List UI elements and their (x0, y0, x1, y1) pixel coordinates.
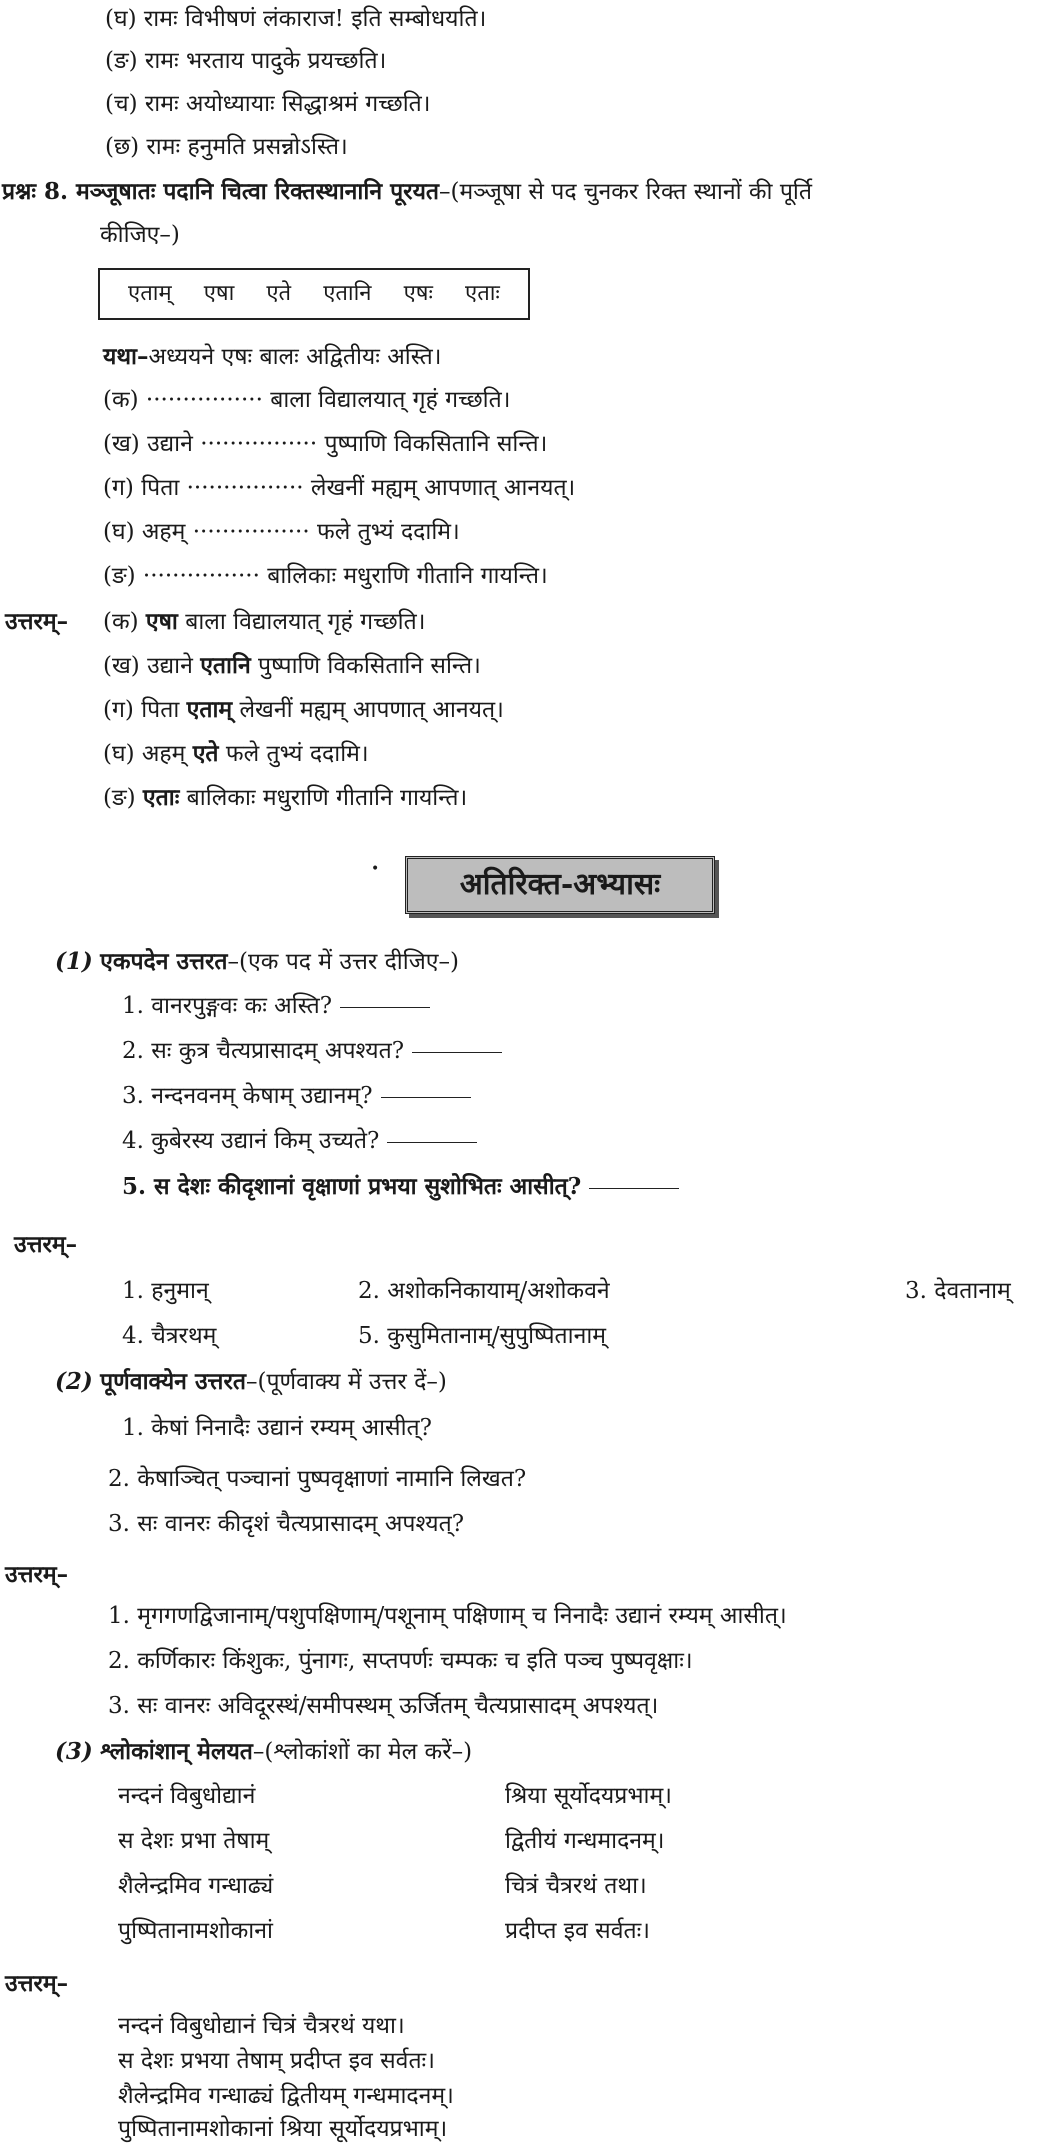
answer-rest: बाला विद्यालयात् गृहं गच्छति। (177, 609, 426, 635)
sec3-heading (55, 1740, 472, 1764)
answer-prefix: (घ) अहम् (103, 741, 193, 767)
answer-prefix: (क) (103, 609, 146, 635)
option-nga: (ङ) रामः भरताय पादुके प्रयच्छति। (105, 48, 387, 74)
answer-word: एषा (145, 608, 178, 635)
sec3-hint: –(श्लोकांशों का मेल करें–) (252, 1739, 473, 1765)
answer-blank (412, 1052, 502, 1053)
q8-item-nga: (ङ) ················ बालिकाः मधुराणि गीतानि गायन्ति। (103, 563, 548, 589)
sec3-left-part: स देशः प्रभा तेषाम् (118, 1828, 270, 1854)
question-text: 5. स देशः कीदृशानां वृक्षाणां प्रभया सुशोभितः आसीत्? (122, 1173, 582, 1200)
q8-answer-kha (103, 654, 481, 678)
sec1-question (122, 1085, 471, 1108)
answer-rest: लेखनीं मह्यम् आपणात् आनयत्। (232, 697, 504, 723)
q8-heading (2, 180, 812, 204)
sec1-title: एकपदेन उत्तरत (100, 948, 228, 975)
sec3-left-part: शैलेन्द्रमिव गन्धाढ्यं (118, 1873, 274, 1899)
answer-prefix: (ङ) (103, 785, 143, 811)
sec1-answer: 3. देवतानाम् (905, 1278, 1011, 1304)
section-banner: अतिरिक्त-अभ्यासः (405, 856, 715, 914)
word-eshah: एषः (403, 281, 433, 306)
answer-blank (381, 1097, 471, 1098)
sec1-question (122, 1175, 679, 1198)
q8-item-ka: (क) ················ बाला विद्यालयात् गृहं गच्छति। (103, 387, 511, 413)
answer-rest: पुष्पाणि विकसितानि सन्ति। (250, 653, 481, 679)
answer-word: एताम् (186, 696, 233, 723)
sec3-left-part: पुष्पितानामशोकानां (118, 1918, 273, 1944)
answer-rest: बालिकाः मधुराणि गीतानि गायन्ति। (179, 785, 468, 811)
bullet-mark: • (371, 861, 380, 877)
question-text: 4. कुबेरस्य उद्यानं किम् उच्यते? (122, 1128, 380, 1154)
sec1-question (122, 1130, 477, 1153)
sec3-answer: नन्दनं विबुधोद्यानं चित्रं चैत्ररथं यथा। (118, 2013, 405, 2039)
sec2-hint: –(पूर्णवाक्य में उत्तर दें–) (245, 1369, 447, 1395)
q8-item-ga: (ग) पिता ················ लेखनीं मह्यम् आपणात् आनयत्। (103, 475, 576, 501)
q8-answer-label: उत्तरम्– (5, 608, 69, 635)
example-label: यथा– (103, 343, 149, 370)
option-gha: (घ) रामः विभीषणं लंकाराज! इति सम्बोधयति। (105, 6, 487, 32)
answer-prefix: (ख) उद्याने (103, 653, 201, 679)
option-chha: (छ) रामः हनुमति प्रसन्नोऽस्ति। (105, 134, 348, 160)
sec1-question (122, 1040, 502, 1063)
sec1-question (122, 995, 430, 1018)
sec2-answer: 3. सः वानरः अविदूरस्थं/समीपस्थम् ऊर्जितम् चैत्यप्रासादम् अपश्यत्। (108, 1693, 659, 1719)
sec1-answer: 2. अशोकनिकायाम्/अशोकवने (358, 1278, 610, 1304)
answer-rest: फले तुभ्यं ददामि। (218, 741, 369, 767)
q8-answer-ka (103, 610, 425, 634)
sec3-left-part: नन्दनं विबुधोद्यानं (118, 1783, 256, 1809)
q8-answer-ga (103, 698, 504, 722)
sec2-question: 1. केषां निनादैः उद्यानं रम्यम् आसीत्? (122, 1415, 432, 1441)
sec2-question: 3. सः वानरः कीदृशं चैत्यप्रासादम् अपश्यत्? (108, 1511, 465, 1537)
word-etam: एताम् (128, 281, 172, 306)
sec3-answer: शैलेन्द्रमिव गन्धाढ्यं द्वितीयम् गन्धमादनम्। (118, 2083, 454, 2109)
answer-word: एताः (142, 784, 180, 811)
answer-prefix: (ग) पिता (103, 697, 187, 723)
sec2-title: पूर्णवाक्येन उत्तरत (100, 1368, 246, 1395)
sec2-question: 2. केषाञ्चित् पञ्चानां पुष्पवृक्षाणां नामानि लिखत? (108, 1466, 527, 1492)
sec3-right-part: चित्रं चैत्ररथं तथा। (505, 1873, 647, 1899)
q8-hint: –(मञ्जूषा से पद चुनकर रिक्त स्थानों की पूर्ति (439, 179, 812, 205)
sec2-answer: 1. मृगगणद्विजानाम्/पशुपक्षिणाम्/पशूनाम् पक्षिणाम् च निनादैः उद्यानं रम्यम् आसीत्। (108, 1603, 787, 1629)
sec1-heading (55, 950, 459, 974)
word-box (98, 268, 530, 320)
sec3-answer: स देशः प्रभया तेषाम् प्रदीप्त इव सर्वतः। (118, 2048, 435, 2074)
word-etah: एताः (465, 281, 500, 306)
q8-item-kha: (ख) उद्याने ················ पुष्पाणि विकसितानि सन्ति। (103, 431, 548, 457)
option-cha: (च) रामः अयोध्यायाः सिद्धाश्रमं गच्छति। (105, 91, 431, 117)
sec1-hint: –(एक पद में उत्तर दीजिए–) (227, 949, 459, 975)
answer-word: एतानि (200, 652, 251, 679)
q8-answer-gha (103, 742, 369, 766)
sec1-num: (1) (55, 948, 93, 975)
question-text: 2. सः कुत्र चैत्यप्रासादम् अपश्यत? (122, 1038, 405, 1064)
example-text: अध्ययने एषः बालः अद्वितीयः अस्ति। (148, 344, 442, 370)
word-etani: एतानि (323, 281, 372, 306)
sec1-answer-label: उत्तरम्– (14, 1231, 78, 1258)
question-text: 1. वानरपुङ्गवः कः अस्ति? (122, 993, 333, 1019)
sec2-num: (2) (55, 1368, 93, 1395)
sec3-right-part: द्वितीयं गन्धमादनम्। (505, 1828, 665, 1854)
sec1-answer: 1. हनुमान् (122, 1278, 209, 1304)
sec3-title: श्लोकांशान् मेलयत (100, 1738, 253, 1765)
sec3-right-part: श्रिया सूर्योदयप्रभाम्। (505, 1783, 672, 1809)
q8-answer-nga (103, 786, 467, 810)
answer-blank (387, 1142, 477, 1143)
sec3-answer-label: उत्तरम्– (5, 1970, 69, 1997)
word-esha: एषा (203, 281, 235, 306)
sec2-answer-label: उत्तरम्– (5, 1561, 69, 1588)
sec2-heading (55, 1370, 447, 1394)
answer-blank (340, 1007, 430, 1008)
sec3-answer: पुष्पितानामशोकानां श्रिया सूर्योदयप्रभाम्। (118, 2116, 448, 2142)
q8-prefix: प्रश्नः 8. मञ्जूषातः पदानि चित्वा रिक्तस्थानानि पूरयत (2, 178, 440, 205)
sec2-answer: 2. कर्णिकारः किंशुकः, पुंनागः, सप्तपर्णः चम्पकः च इति पञ्च पुष्पवृक्षाः। (108, 1648, 693, 1674)
answer-blank (589, 1188, 679, 1189)
q8-item-gha: (घ) अहम् ················ फले तुभ्यं ददामि। (103, 519, 460, 545)
sec3-num: (3) (55, 1738, 93, 1765)
q8-example (103, 345, 442, 369)
question-text: 3. नन्दनवनम् केषाम् उद्यानम्? (122, 1083, 373, 1109)
sec1-answer: 5. कुसुमितानाम्/सुपुष्पितानाम् (358, 1323, 607, 1349)
sec3-right-part: प्रदीप्त इव सर्वतः। (505, 1918, 650, 1944)
sec1-answer: 4. चैत्ररथम् (122, 1323, 217, 1349)
answer-word: एते (192, 740, 219, 767)
q8-hint-cont: कीजिए–) (100, 222, 180, 248)
word-ete: एते (266, 281, 292, 306)
